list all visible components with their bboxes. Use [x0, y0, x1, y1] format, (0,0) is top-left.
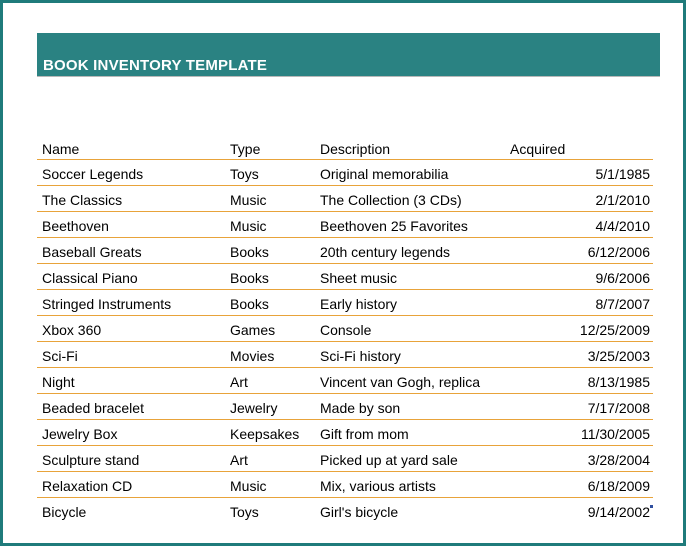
table-row: [37, 290, 653, 316]
table-header: [37, 139, 653, 160]
cell-description: Mix, various artists: [320, 478, 436, 494]
cell-type: Jewelry: [230, 400, 278, 416]
cell-acquired: 5/1/1985: [595, 166, 650, 182]
cell-description: Sci-Fi history: [320, 348, 401, 364]
cell-type: Books: [230, 296, 269, 312]
cell-description: Original memorabilia: [320, 166, 449, 182]
cell-acquired: 9/6/2006: [595, 270, 650, 286]
cell-acquired: 8/13/1985: [587, 374, 650, 390]
cell-type: Games: [230, 322, 276, 338]
cell-type: Keepsakes: [230, 426, 300, 442]
cell-name: Relaxation CD: [42, 478, 133, 494]
cell-acquired: 2/1/2010: [595, 192, 650, 208]
cell-description: Picked up at yard sale: [320, 452, 458, 468]
cell-type: Movies: [230, 348, 275, 364]
cell-acquired: 6/12/2006: [587, 244, 650, 260]
cell-description: Girl's bicycle: [320, 504, 399, 520]
cell-description: The Collection (3 CDs): [320, 192, 462, 208]
cell-type: Music: [230, 218, 267, 234]
table-row: [37, 368, 653, 394]
cell-acquired: 4/4/2010: [595, 218, 650, 234]
cell-name: Sculpture stand: [42, 452, 140, 468]
page-title: BOOK INVENTORY TEMPLATE: [43, 57, 268, 74]
cell-description: Gift from mom: [320, 426, 409, 442]
cell-description: 20th century legends: [320, 244, 450, 260]
cell-type: Toys: [230, 166, 259, 182]
cell-acquired: 7/17/2008: [587, 400, 650, 416]
table-body: [37, 160, 653, 523]
column-header-acquired: Acquired: [510, 141, 566, 157]
cell-type: Books: [230, 270, 269, 286]
table-row: [37, 446, 653, 472]
table-row: [37, 420, 653, 446]
cell-type: Books: [230, 244, 269, 260]
cell-description: Beethoven 25 Favorites: [320, 218, 468, 234]
cell-description: Made by son: [320, 400, 401, 416]
table-row: [37, 472, 653, 498]
table-row: [37, 498, 653, 523]
cell-acquired: 9/14/2002: [587, 504, 650, 520]
cell-acquired: 11/30/2005: [580, 426, 650, 442]
cell-acquired: 12/25/2009: [579, 322, 650, 338]
cell-name: Beethoven: [42, 218, 109, 234]
column-header-name: Name: [42, 141, 80, 157]
cell-name: Stringed Instruments: [42, 296, 172, 312]
cell-type: Music: [230, 478, 267, 494]
cell-acquired: 6/18/2009: [587, 478, 650, 494]
cell-acquired: 8/7/2007: [595, 296, 650, 312]
cell-type: Music: [230, 192, 267, 208]
table-row: [37, 160, 653, 186]
cell-description: Vincent van Gogh, replica: [320, 374, 481, 390]
table-row: [37, 186, 653, 212]
table-row: [37, 342, 653, 368]
table-row: [37, 316, 653, 342]
cell-name: Xbox 360: [42, 322, 102, 338]
cell-description: Early history: [320, 296, 398, 312]
cell-selection-handle[interactable]: [650, 505, 653, 508]
cell-name: The Classics: [42, 192, 123, 208]
cell-name: Beaded bracelet: [42, 400, 144, 416]
cell-name: Sci-Fi: [42, 348, 78, 364]
cell-description: Sheet music: [320, 270, 398, 286]
cell-acquired: 3/25/2003: [587, 348, 650, 364]
table-row: [37, 238, 653, 264]
column-header-description: Description: [320, 141, 391, 157]
table-row: [37, 264, 653, 290]
cell-acquired: 3/28/2004: [587, 452, 650, 468]
cell-name: Night: [42, 374, 75, 390]
table-row: [37, 394, 653, 420]
cell-name: Baseball Greats: [42, 244, 142, 260]
title-banner: [37, 33, 660, 77]
cell-name: Classical Piano: [42, 270, 138, 286]
cell-name: Soccer Legends: [42, 166, 144, 182]
table-row: [37, 212, 653, 238]
cell-type: Art: [230, 374, 248, 390]
cell-type: Art: [230, 452, 248, 468]
cell-description: Console: [320, 322, 372, 338]
cell-type: Toys: [230, 504, 259, 520]
cell-name: Jewelry Box: [42, 426, 118, 442]
column-header-type: Type: [230, 141, 261, 157]
cell-name: Bicycle: [42, 504, 87, 520]
